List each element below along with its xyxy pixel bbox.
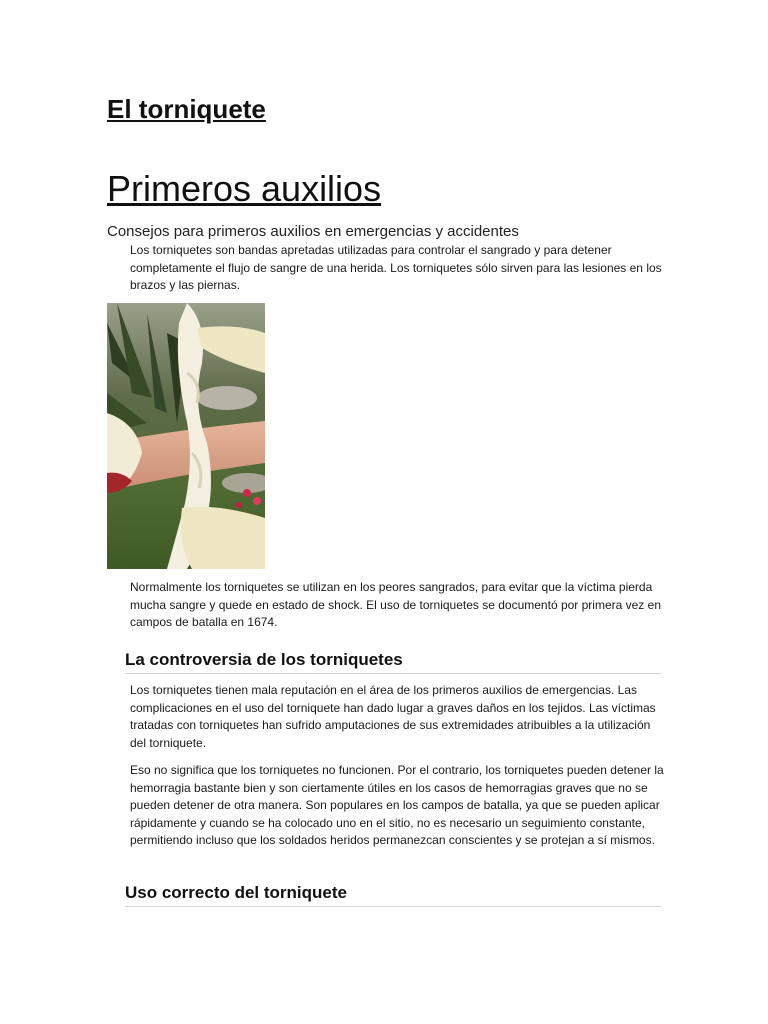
controversy-paragraph-1: Los torniquetes tienen mala reputación en el área de los primeros auxilios de emergencias. Las complicaciones en el uso del torniquete han dado lugar a graves daños en los tejidos. Las víctimas tratadas con torniquetes han sufrido amputaciones de sus extremidades atribuibles a la utilización del torniquete.: [130, 683, 656, 750]
site-subtitle: Consejos para primeros auxilios en emergencias y accidentes: [107, 223, 519, 240]
section-heading-correct-use: Uso correcto del torniquete: [125, 882, 661, 907]
site-title[interactable]: Primeros auxilios: [107, 168, 382, 209]
intro-paragraph: Los torniquetes son bandas apretadas utilizadas para controlar el sangrado y para detener completamente el flujo de sangre de una herida. Los torniquetes sólo sirven para las lesiones en los brazos y las piernas.: [130, 243, 662, 292]
tourniquet-photo: [107, 303, 265, 569]
photo-followup-paragraph: Normalmente los torniquetes se utilizan en los peores sangrados, para evitar que la víctima pierda mucha sangre y quede en estado de shock. El uso de torniquetes se documentó por primera vez en campos de batalla en 1674.: [130, 580, 661, 629]
document-title: El torniquete: [107, 94, 266, 124]
controversy-paragraph-2: Eso no significa que los torniquetes no funcionen. Por el contrario, los torniquetes pueden detener la hemorragia bastante bien y son ciertamente útiles en los casos de hemorragias graves que no se pueden detener de otra manera. Son populares en los campos de batalla, ya que se pueden aplicar rápidamente y cuando se ha colocado uno en el sitio, no es necesario un seguimiento constante, permitiendo incluso que los soldados heridos permanezcan conscientes y se protejan a sí mismos.: [130, 763, 664, 847]
section-heading-controversy: La controversia de los torniquetes: [125, 649, 661, 674]
